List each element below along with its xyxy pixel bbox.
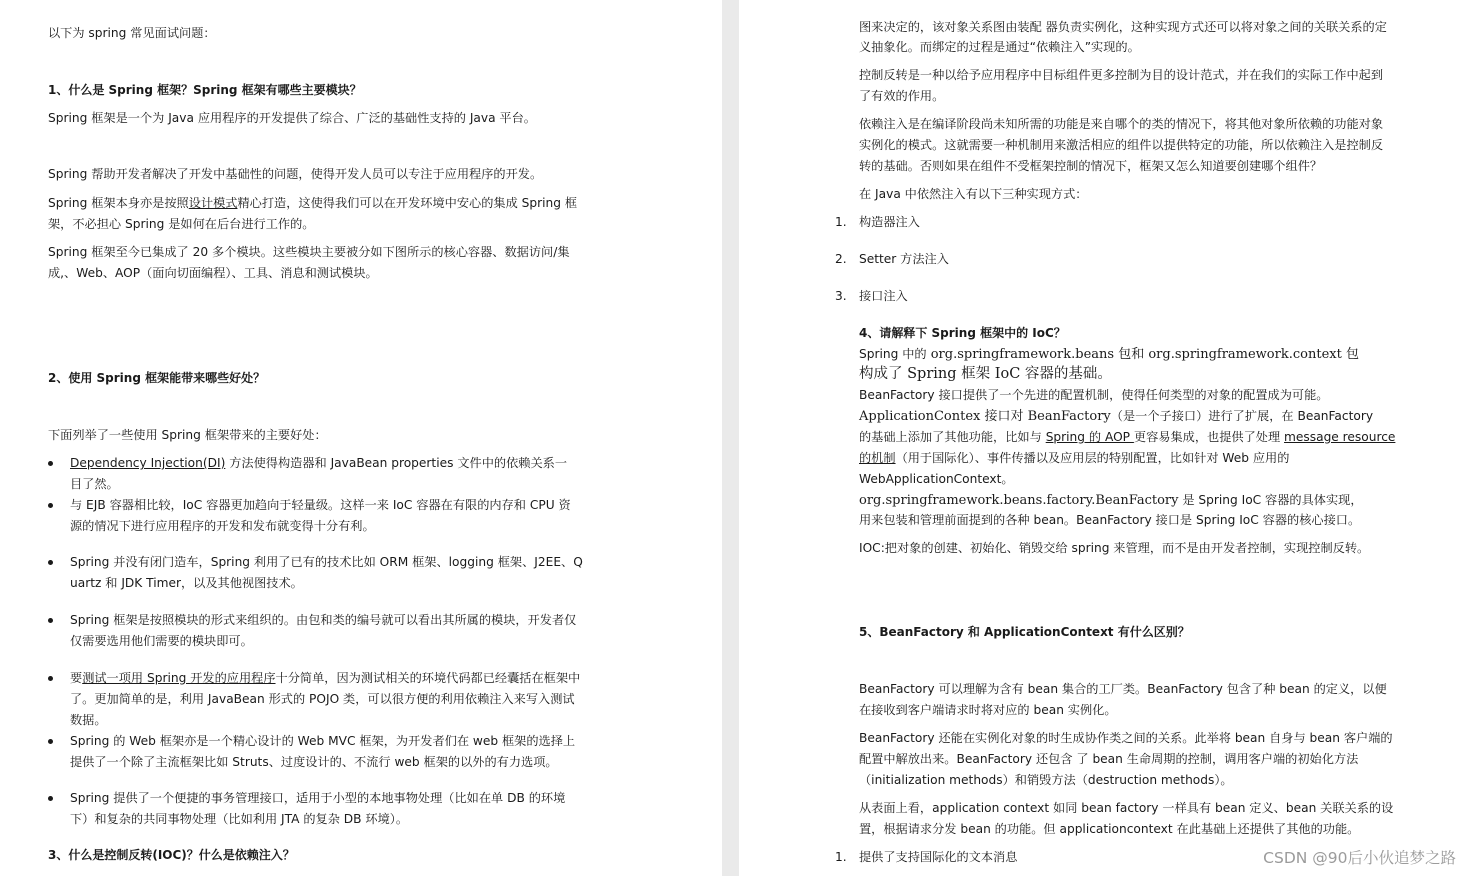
spring-aop-link[interactable]: Spring 的 AOP [1045,430,1134,444]
list2-item-1: 提供了支持国际化的文本消息 [859,850,1018,864]
question-3-heading: 3、什么是控制反转(IOC)？什么是依赖注入？ [48,848,295,862]
benefit-item-6-line-2: 提供了一个除了主流框架比如 Struts、过度设计的、不流行 web 框架的以外的有力选项。 [70,755,558,769]
benefit-item-5-line-1: 要测试一项用 Spring 开发的应用程序十分简单，因为测试相关的环境代码都已经囊括在框架中 [70,668,580,689]
list2-number-1: 1. [835,850,847,864]
q5-paragraph-3-line-1: 从表面上看，application context 如同 bean factory 一样具有 bean 定义、bean 关联关系的设 [859,801,1394,815]
r-paragraph-4: 在 Java 中依然注入有以下三种实现方式： [859,187,1088,201]
benefit-item-3-line-2: uartz 和 JDK Timer，以及其他视图技术。 [70,576,303,590]
q4-line-9: 用来包装和管理前面提到的各种 bean。BeanFactory 接口是 Spring IoC 容器的核心接口。 [859,513,1361,527]
benefit-item-7-line-1: Spring 提供了一个便捷的事务管理接口，适用于小型的本地事物处理（比如在单 DB 的环境 [70,788,565,809]
benefit-item-5-line-3: 数据。 [70,713,107,727]
r-paragraph-2-line-1: 控制反转是一种以给予应用程序中目标组件更多控制为目的设计范式，并在我们的实际工作中起到 [859,68,1384,82]
question-5-heading: 5、BeanFactory 和 ApplicationContext 有什么区别？ [859,625,1190,639]
q5-paragraph-3-line-2: 置，根据请求分发 bean 的功能。但 applicationcontext 在此基础上还提供了其他的功能。 [859,822,1360,836]
benefit-item-2-line-2: 源的情况下进行应用程序的开发和发布就变得十分有利。 [70,519,375,533]
list-item-2: Setter 方法注入 [859,252,949,266]
benefit-item-4-line-1: Spring 框架是按照模块的形式来组织的。由包和类的编号就可以看出其所属的模块，开发者仅 [70,610,576,631]
q1-paragraph-2: Spring 帮助开发者解决了开发中基础性的问题，使得开发人员可以专注于应用程序的开发。 [48,167,543,181]
design-pattern-link[interactable]: 设计模式 [188,196,238,210]
list-item-3: 接口注入 [859,289,908,303]
q5-paragraph-2-line-3: （initialization methods）和销毁方法（destruction methods）。 [859,773,1233,787]
dependency-injection-link[interactable]: Dependency Injection(DI) [70,456,226,470]
r-paragraph-3-line-3: 转的基础。否则如果在组件不受框架控制的情况下，框架又怎么知道要创建哪个组件？ [859,159,1323,173]
r-paragraph-3-line-2: 实例化的模式。这就需要一种机制用来激活相应的组件以提供特定的功能，所以依赖注入是控制反 [859,138,1384,152]
r-paragraph-1-line-2: 义抽象化。而绑定的过程是通过“依赖注入”实现的。 [859,40,1140,54]
test-spring-app-link[interactable]: 测试一项用 Spring 开发的应用程序 [82,671,276,685]
q5-paragraph-1-line-1: BeanFactory 可以理解为含有 bean 集合的工厂类。BeanFactory 包含了种 bean 的定义，以便 [859,682,1387,696]
benefit-item-3-line-1: Spring 并没有闭门造车，Spring 利用了已有的技术比如 ORM 框架、logging 框架、J2EE、Q [70,552,583,573]
q1-paragraph-1: Spring 框架是一个为 Java 应用程序的开发提供了综合、广泛的基础性支持的 Java 平台。 [48,111,536,125]
intro-text: 以下为 spring 常见面试问题： [48,26,216,40]
mechanism-link[interactable]: 的机制 [859,451,896,465]
benefit-item-1-line-2: 目了然。 [70,477,119,491]
message-resource-link[interactable]: message resource [1284,430,1396,444]
q1-paragraph-4-line-1: Spring 框架至今已集成了 20 多个模块。这些模块主要被分如下图所示的核心容器、数据访问/集 [48,245,570,259]
q4-line-3: BeanFactory 接口提供了一个先进的配置机制，使得任何类型的对象的配置成为可能。 [859,388,1329,402]
left-document-page [0,0,722,876]
r-paragraph-1-line-1: 图来决定的，该对象关系图由装配 器负责实例化，这种实现方式还可以将对象之间的关联关系的定 [859,20,1387,34]
benefit-item-7-line-2: 下）和复杂的共同事物处理（比如利用 JTA 的复杂 DB 环境）。 [70,812,409,826]
list-item-1: 构造器注入 [859,215,920,229]
benefit-item-1-line-1: Dependency Injection(DI) 方法使得构造器和 JavaBean properties 文件中的依赖关系一 [70,453,567,474]
q2-intro: 下面列举了一些使用 Spring 框架带来的主要好处： [48,428,327,442]
q4-line-7: WebApplicationContext。 [859,472,1014,486]
q4-line-10: IOC:把对象的创建、初始化、销毁交给 spring 来管理，而不是由开发者控制，实现控制反转。 [859,541,1370,555]
q4-line-6: 的机制（用于国际化）、事件传播以及应用层的特别配置，比如针对 Web 应用的 [859,451,1290,465]
q1-paragraph-4-line-2: 成,、Web、AOP（面向切面编程）、工具、消息和测试模块。 [48,266,378,280]
q1-paragraph-3-line-2: 架，不必担心 Spring 是如何在后台进行工作的。 [48,217,315,231]
q4-line-8: org.springframework.beans.factory.BeanFactory 是 Spring IoC 容器的具体实现， [859,493,1363,508]
r-paragraph-2-line-2: 了有效的作用。 [859,89,945,103]
q1-paragraph-3-line-1: Spring 框架本身亦是按照设计模式精心打造，这使得我们可以在开发环境中安心的集成 Spring 框 [48,196,578,210]
q4-line-1: Spring 中的 org.springframework.beans 包和 org.springframework.context 包 [859,347,1359,362]
benefit-item-5-line-2: 了。更加简单的是，利用 JavaBean 形式的 POJO 类，可以很方便的利用依赖注入来写入测试 [70,692,575,706]
question-1-heading: 1、什么是 Spring 框架？Spring 框架有哪些主要模块？ [48,83,362,97]
list-number-3: 3. [835,289,847,303]
benefit-item-6-line-1: Spring 的 Web 框架亦是一个精心设计的 Web MVC 框架，为开发者们在 web 框架的选择上 [70,731,575,752]
q5-paragraph-2-line-2: 配置中解放出来。BeanFactory 还包含 了 bean 生命周期的控制，调用客户端的初始化方法 [859,752,1359,766]
question-2-heading: 2、使用 Spring 框架能带来哪些好处？ [48,371,266,385]
q4-line-5: 的基础上添加了其他功能，比如与 Spring 的 AOP 更容易集成，也提供了处理 message resource [859,430,1396,444]
question-4-heading: 4、请解释下 Spring 框架中的 IoC？ [859,326,1066,340]
q5-paragraph-1-line-2: 在接收到客户端请求时将对应的 bean 实例化。 [859,703,1117,717]
q5-paragraph-2-line-1: BeanFactory 还能在实例化对象的时生成协作类之间的关系。此举将 bean 自身与 bean 客户端的 [859,731,1393,745]
q4-line-4: ApplicationContex 接口对 BeanFactory（是一个子接口）进行了扩展，在 BeanFactory [859,409,1374,424]
right-document-page [739,0,1470,876]
q4-line-2: 构成了 Spring 框架 IoC 容器的基础。 [859,366,1112,382]
list-number-2: 2. [835,252,847,266]
list-number-1: 1. [835,215,847,229]
benefit-item-2-line-1: 与 EJB 容器相比较，IoC 容器更加趋向于轻量级。这样一来 IoC 容器在有限的内存和 CPU 资 [70,495,571,516]
benefit-item-4-line-2: 仅需要选用他们需要的模块即可。 [70,634,253,648]
csdn-watermark: CSDN @90后小伙追梦之路 [1263,849,1456,867]
r-paragraph-3-line-1: 依赖注入是在编译阶段尚未知所需的功能是来自哪个的类的情况下，将其他对象所依赖的功能对象 [859,117,1384,131]
